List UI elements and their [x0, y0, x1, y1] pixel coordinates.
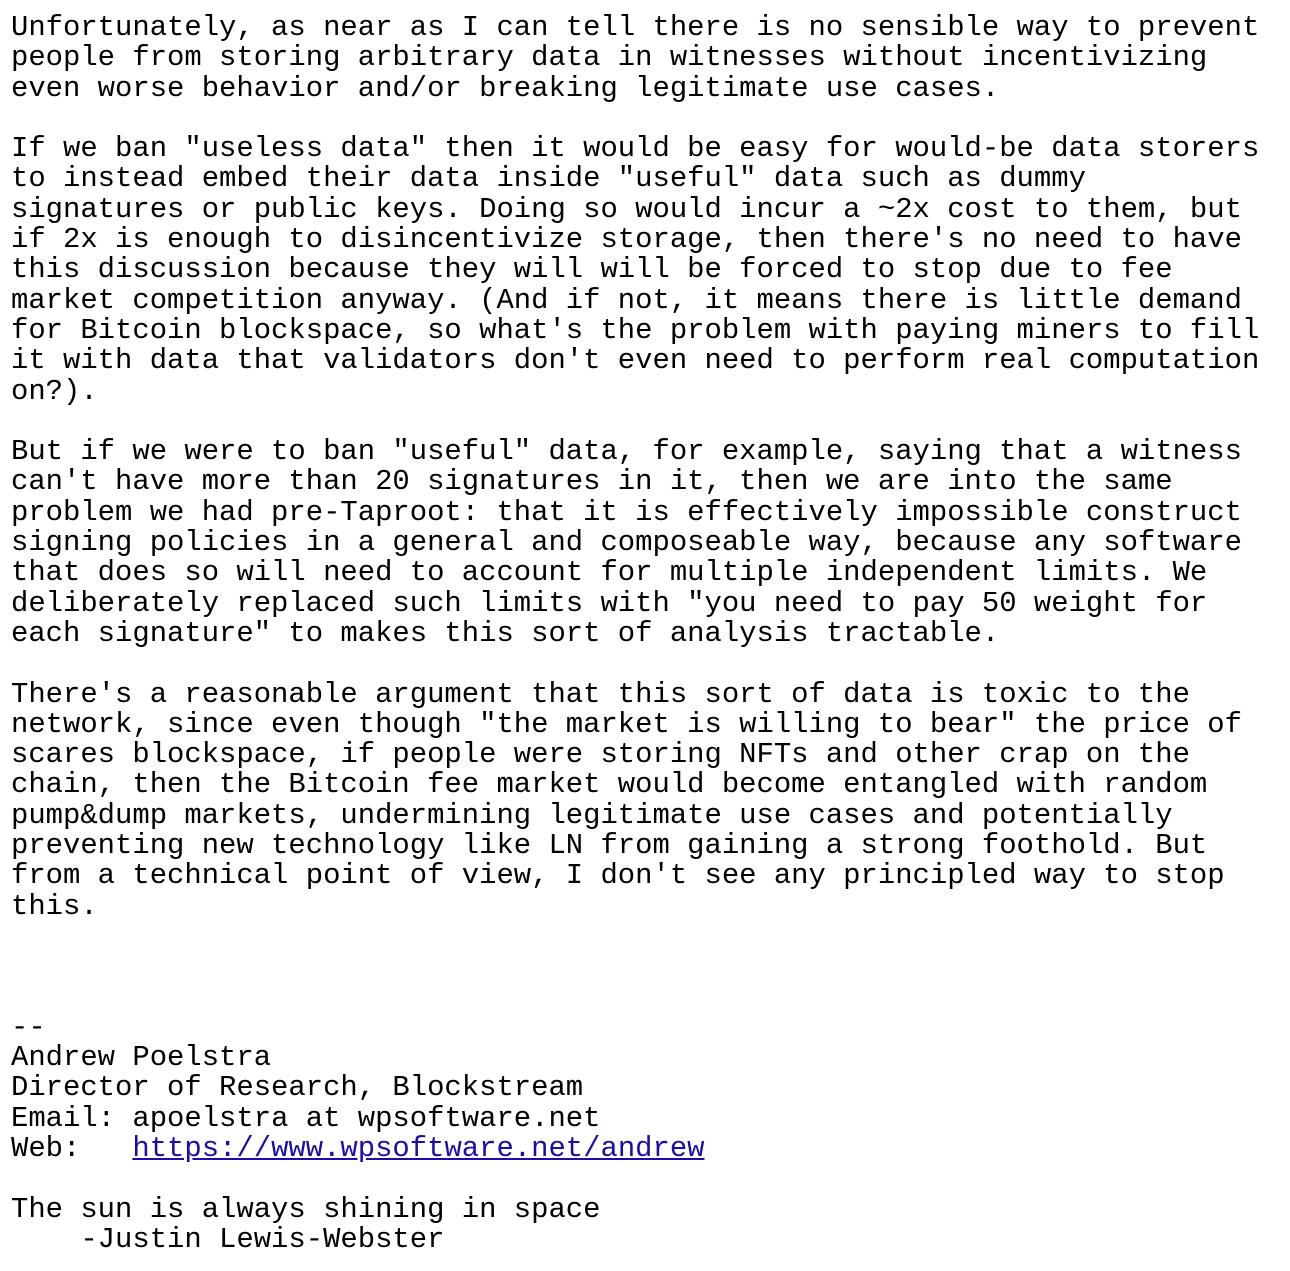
- text-line: this.: [11, 889, 98, 923]
- signature-title: Director of Research, Blockstream: [11, 1071, 584, 1105]
- text-line: signing policies in a general and composeable way, because any software: [11, 526, 1242, 560]
- text-line: even worse behavior and/or breaking legitimate use cases.: [11, 71, 1000, 105]
- signature-quote-author: -Justin Lewis-Webster: [11, 1222, 445, 1256]
- text-line: this discussion because they will will be forced to stop due to fee: [11, 253, 1173, 287]
- text-line: each signature" to makes this sort of analysis tractable.: [11, 616, 1000, 650]
- blank-line: [11, 104, 1259, 134]
- text-line: can't have more than 20 signatures in it, then we are into the same: [11, 465, 1173, 499]
- text-line: people from storing arbitrary data in witnesses without incentivizing: [11, 41, 1208, 75]
- text-line: signatures or public keys. Doing so would incur a ~2x cost to them, but: [11, 192, 1242, 226]
- email-address: apoelstra at wpsoftware.net: [132, 1101, 601, 1135]
- website-link[interactable]: https://www.wpsoftware.net/andrew: [132, 1131, 705, 1165]
- blank-line: [11, 649, 1259, 679]
- email-body: [11, 13, 1259, 1255]
- text-line: problem we had pre-Taproot: that it is effectively impossible construct: [11, 495, 1242, 529]
- signature-email-line: [11, 1101, 1259, 1135]
- blank-line: [11, 1164, 1259, 1194]
- blank-line: [11, 407, 1259, 437]
- blank-line: [11, 922, 1259, 952]
- blank-line: [11, 952, 1259, 982]
- text-line: to instead embed their data inside "useful" data such as dummy: [11, 162, 1086, 196]
- paragraph: [11, 677, 1259, 923]
- text-line: If we ban "useless data" then it would be easy for would-be data storers: [11, 132, 1260, 166]
- text-line: pump&dump markets, undermining legitimate use cases and potentially: [11, 798, 1173, 832]
- text-line: for Bitcoin blockspace, so what's the problem with paying miners to fill: [11, 313, 1260, 347]
- text-line: preventing new technology like LN from gaining a strong foothold. But: [11, 829, 1208, 863]
- paragraph: [11, 13, 1259, 104]
- text-line: deliberately replaced such limits with "you need to pay 50 weight for: [11, 586, 1208, 620]
- text-line: on?).: [11, 374, 98, 408]
- email-label: Email:: [11, 1101, 133, 1135]
- web-label: Web:: [11, 1131, 133, 1165]
- paragraph: [11, 134, 1259, 407]
- email-signature: [11, 1010, 1259, 1256]
- text-line: scares blockspace, if people were storing NFTs and other crap on the: [11, 738, 1190, 772]
- text-line: Unfortunately, as near as I can tell there is no sensible way to prevent: [11, 11, 1260, 44]
- text-line: But if we were to ban "useful" data, for example, saying that a witness: [11, 435, 1242, 469]
- paragraph: [11, 437, 1259, 649]
- signature-name: Andrew Poelstra: [11, 1041, 272, 1075]
- signature-separator: --: [11, 1010, 46, 1044]
- text-line: market competition anyway. (And if not, it means there is little demand: [11, 283, 1242, 317]
- text-line: if 2x is enough to disincentivize storage, then there's no need to have: [11, 223, 1242, 257]
- text-line: There's a reasonable argument that this sort of data is toxic to the: [11, 677, 1190, 711]
- text-line: chain, then the Bitcoin fee market would become entangled with random: [11, 768, 1208, 802]
- signature-web-line: [11, 1131, 1259, 1165]
- text-line: network, since even though "the market is willing to bear" the price of: [11, 707, 1242, 741]
- signature-quote: The sun is always shining in space: [11, 1192, 601, 1226]
- text-line: that does so will need to account for multiple independent limits. We: [11, 556, 1208, 590]
- blank-line: [11, 983, 1259, 1013]
- text-line: from a technical point of view, I don't see any principled way to stop: [11, 859, 1225, 893]
- text-line: it with data that validators don't even need to perform real computation: [11, 344, 1260, 378]
